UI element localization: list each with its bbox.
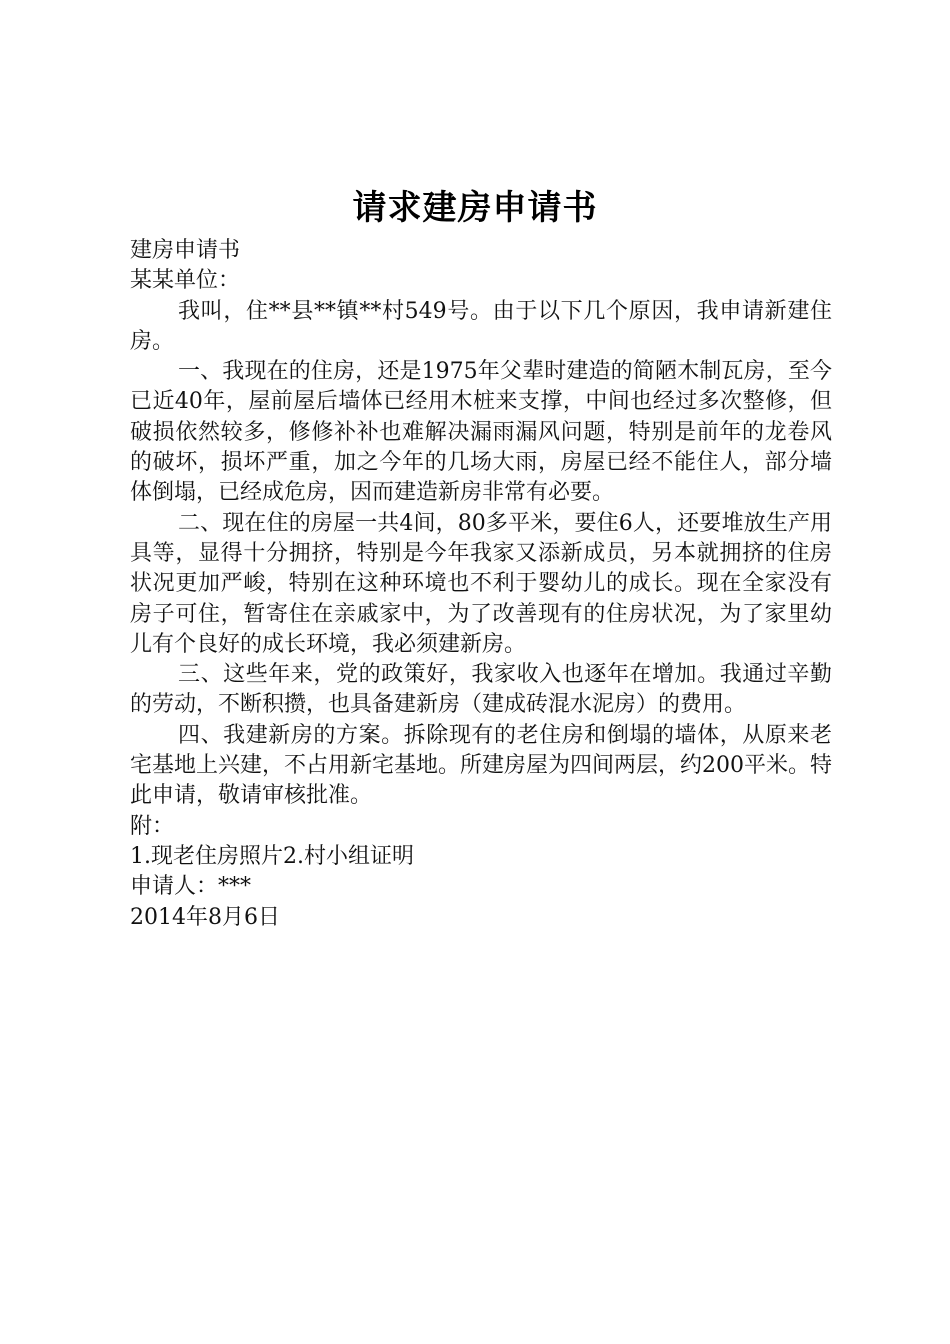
applicant-line: 申请人：*** — [130, 874, 252, 900]
recipient-line: 某某单位： — [130, 268, 241, 294]
plan-paragraph: 四、我建新房的方案。拆除现有的老住房和倒塌的墙体，从原来老宅基地上兴建，不占用新宅基地。所建房屋为四间两层，约200平米。特此申请，敬请审核批准。 — [130, 722, 832, 809]
reason-paragraph-2: 二、现在住的房屋一共4间，80多平米，要住6人，还要堆放生产用具等，显得十分拥挤，特别是今年我家又添新成员，另本就拥挤的住房状况更加严峻，特别在这种环境也不利于婴幼儿的成长。现在全家没有房子可住，暂寄住在亲戚家中，为了改善现有的住房状况，为了家里幼儿有个良好的成长环境，我必须建新房。 — [130, 510, 832, 657]
attachment-label: 附： — [130, 813, 175, 839]
document-title: 请求建房申请书 — [352, 188, 598, 228]
document-body — [130, 236, 832, 933]
reason-paragraph-3: 三、这些年来，党的政策好，我家收入也逐年在增加。我通过辛勤的劳动，不断积攒，也具备建新房（建成砖混水泥房）的费用。 — [130, 662, 832, 718]
date-line: 2014年8月6日 — [130, 904, 280, 930]
reason-paragraph-1: 一、我现在的住房，还是1975年父辈时建造的简陋木制瓦房，至今已近40年，屋前屋后墙体已经用木桩来支撑，中间也经过多次整修，但破损依然较多，修修补补也难解决漏雨漏风问题，特别是前年的龙卷风的破坏，损坏严重，加之今年的几场大雨，房屋已经不能住人，部分墙体倒塌，已经成危房，因而建造新房非常有必要。 — [130, 359, 832, 506]
intro-paragraph: 我叫，住**县**镇**村549号。由于以下几个原因，我申请新建住房。 — [130, 298, 832, 354]
attachment-list: 1.现老住房照片2.村小组证明 — [130, 843, 414, 869]
heading-line: 建房申请书 — [130, 238, 241, 263]
